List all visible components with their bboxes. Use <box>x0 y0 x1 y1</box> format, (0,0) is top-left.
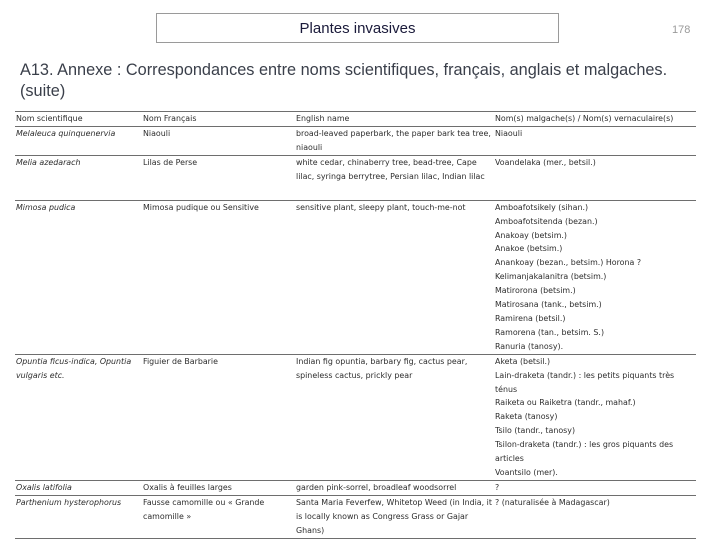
english-name-cell: garden pink-sorrel, broadleaf woodsorrel <box>295 480 494 495</box>
malagasy-name: Lain-draketa (tandr.) : les petits piquants très ténus <box>495 370 675 394</box>
correspondence-table <box>15 111 696 539</box>
malagasy-name: Ramorena (tan., betsim. S.) <box>495 327 605 337</box>
french-name-cell: Oxalis à feuilles larges <box>142 480 295 495</box>
malagasy-name: Matirosana (tank., betsim.) <box>495 300 602 310</box>
table-row <box>15 155 696 200</box>
column-header: English name <box>295 112 494 127</box>
page-header <box>156 13 559 43</box>
malagasy-name-cell <box>494 354 696 480</box>
column-header: Nom scientifique <box>15 112 142 127</box>
scientific-name-cell: Melia azedarach <box>15 155 142 200</box>
table-row <box>15 354 696 480</box>
malagasy-name-cell <box>494 480 696 495</box>
malagasy-name: Voandelaka (mer., betsil.) <box>495 157 596 167</box>
malagasy-name: Amboafotsitenda (bezan.) <box>495 216 598 226</box>
french-name-cell: Mimosa pudique ou Sensitive <box>142 200 295 354</box>
table-header-row <box>15 112 696 127</box>
section-title: A13. Annexe : Correspondances entre noms scientifiques, français, anglais et malgaches. (suite) <box>20 61 668 100</box>
malagasy-name: Raiketa ou Raiketra (tandr., mahaf.) <box>495 398 636 408</box>
malagasy-name: Matirorona (betsim.) <box>495 286 576 296</box>
scientific-name-cell: Parthenium hysterophorus <box>15 495 142 538</box>
malagasy-name: Anakoe (betsim.) <box>495 244 563 254</box>
malagasy-name-cell <box>494 126 696 155</box>
table-row <box>15 126 696 155</box>
malagasy-name: Amboafotsikely (sihan.) <box>495 202 589 212</box>
malagasy-name: Tsilo (tandr., tanosy) <box>495 426 576 436</box>
english-name-cell: Indian fig opuntia, barbary fig, cactus pear, spineless cactus, prickly pear <box>295 354 494 480</box>
malagasy-name: Ramirena (betsil.) <box>495 313 566 323</box>
malagasy-name: ? <box>495 482 500 492</box>
malagasy-name: Tsilon-draketa (tandr.) : les gros piquants des articles <box>495 440 674 464</box>
scientific-name-cell: Melaleuca quinquenervia <box>15 126 142 155</box>
malagasy-name: Niaouli <box>495 128 523 138</box>
table-row <box>15 200 696 354</box>
malagasy-name-cell <box>494 495 696 538</box>
french-name-cell: Niaouli <box>142 126 295 155</box>
english-name-cell: Santa Maria Feverfew, Whitetop Weed (in India, it is locally known as Congress Grass or Gajar Ghans) <box>295 495 494 538</box>
scientific-name-cell: Opuntia ficus-indica, Opuntia vulgaris etc. <box>15 354 142 480</box>
english-name-cell: sensitive plant, sleepy plant, touch-me-not <box>295 200 494 354</box>
malagasy-name: Raketa (tanosy) <box>495 412 558 422</box>
table-row <box>15 495 696 538</box>
column-header: Nom(s) malgache(s) / Nom(s) vernaculaire(s) <box>494 112 696 127</box>
french-name-cell: Figuier de Barbarie <box>142 354 295 480</box>
malagasy-name: Kelimanjakalanitra (betsim.) <box>495 272 607 282</box>
malagasy-name: Anankoay (bezan., betsim.) Horona ? <box>495 258 642 268</box>
malagasy-name: Aketa (betsil.) <box>495 356 551 366</box>
malagasy-name: ? (naturalisée à Madagascar) <box>495 497 610 507</box>
column-header: Nom Français <box>142 112 295 127</box>
malagasy-name-cell <box>494 155 696 200</box>
header-title: Plantes invasives <box>299 19 416 37</box>
french-name-cell: Fausse camomille ou « Grande camomille » <box>142 495 295 538</box>
scientific-name-cell: Mimosa pudica <box>15 200 142 354</box>
malagasy-name: Voantsilo (mer). <box>495 467 558 477</box>
english-name-cell: white cedar, chinaberry tree, bead-tree, Cape lilac, syringa berrytree, Persian lilac, Indian lilac <box>295 155 494 200</box>
scientific-name-cell: Oxalis latifolia <box>15 480 142 495</box>
malagasy-name: Anakoay (betsim.) <box>495 230 567 240</box>
malagasy-name-cell <box>494 200 696 354</box>
english-name-cell: broad-leaved paperbark, the paper bark tea tree, niaouli <box>295 126 494 155</box>
french-name-cell: Lilas de Perse <box>142 155 295 200</box>
malagasy-name: Ranuria (tanosy). <box>495 341 564 351</box>
page-number: 178 <box>672 24 691 36</box>
table-row <box>15 480 696 495</box>
